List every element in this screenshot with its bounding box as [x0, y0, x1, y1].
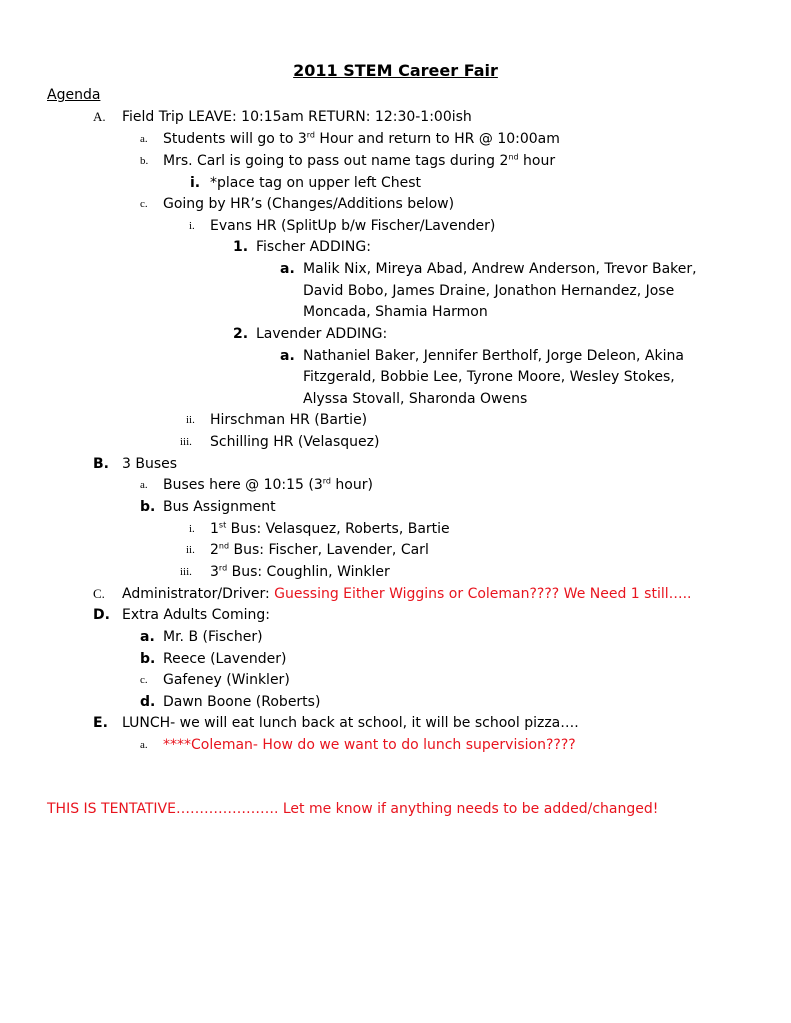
fischer-list-line: David Bobo, James Draine, Jonathon Hernandez, Jose — [303, 283, 675, 299]
item-e-text: LUNCH- we will eat lunch back at school, it will be school pizza…. — [122, 715, 579, 731]
item-e-marker: E. — [93, 715, 108, 731]
bus-1-marker: i. — [189, 523, 195, 535]
item-c-red-note: Guessing Either Wiggins or Coleman???? We Need 1 still….. — [274, 586, 692, 602]
item-a-marker: A. — [93, 109, 106, 124]
adult-marker: c. — [140, 674, 148, 686]
fischer-list-marker: a. — [280, 261, 295, 277]
item-c-marker: C. — [93, 586, 105, 601]
item-a-b-marker: b. — [140, 155, 149, 167]
item-a-c-text: Going by HR’s (Changes/Additions below) — [163, 196, 455, 212]
lunch-supervision-question: ****Coleman- How do we want to do lunch supervision???? — [163, 737, 576, 753]
item-d-text: Extra Adults Coming: — [122, 607, 270, 623]
item-a-a-marker: a. — [140, 133, 148, 145]
lavender-list-line: Fitzgerald, Bobbie Lee, Tyrone Moore, Wesley Stokes, — [303, 369, 675, 385]
adult-marker: d. — [140, 694, 156, 710]
adult-item: Mr. B (Fischer) — [163, 629, 263, 645]
item-a-text: Field Trip LEAVE: 10:15am RETURN: 12:30-1:00ish — [122, 109, 472, 125]
lavender-list-marker: a. — [280, 348, 295, 364]
lavender-marker: 2. — [233, 326, 249, 342]
item-a-c-iii-marker: iii. — [180, 436, 192, 448]
fischer-list-line: Moncada, Shamia Harmon — [303, 304, 488, 320]
document-title: 2011 STEM Career Fair — [293, 61, 498, 80]
item-a-a-text: Students will go to 3rd Hour and return to HR @ 10:00am — [163, 130, 560, 147]
agenda-heading: Agenda — [47, 87, 101, 103]
item-a-c-ii-marker: ii. — [186, 414, 195, 426]
tentative-note: THIS IS TENTATIVE…………………. Let me know if anything needs to be added/changed! — [47, 801, 659, 817]
item-b-a-marker: a. — [140, 479, 148, 491]
item-e-a-marker: a. — [140, 739, 148, 751]
bus-2-text: 2nd Bus: Fischer, Lavender, Carl — [210, 541, 429, 558]
lavender-adding: Lavender ADDING: — [256, 326, 388, 342]
adult-item: Gafeney (Winkler) — [163, 672, 290, 688]
bus-3-text: 3rd Bus: Coughlin, Winkler — [210, 563, 390, 580]
bus-2-marker: ii. — [186, 544, 195, 556]
fischer-list-line: Malik Nix, Mireya Abad, Andrew Anderson, Trevor Baker, — [303, 261, 697, 277]
item-b-a-text: Buses here @ 10:15 (3rd hour) — [163, 476, 373, 493]
item-b-marker: B. — [93, 456, 109, 472]
item-a-c-marker: c. — [140, 198, 148, 210]
item-b-b-text: Bus Assignment — [163, 499, 276, 515]
item-b-b-marker: b. — [140, 499, 156, 515]
item-a-c-i-marker: i. — [189, 220, 195, 232]
bus-3-marker: iii. — [180, 566, 192, 578]
item-a-b-text: Mrs. Carl is going to pass out name tags during 2nd hour — [163, 152, 556, 169]
adult-item: Reece (Lavender) — [163, 651, 287, 667]
bus-1-text: 1st Bus: Velasquez, Roberts, Bartie — [210, 520, 450, 537]
item-b-text: 3 Buses — [122, 456, 178, 472]
item-d-marker: D. — [93, 607, 110, 623]
lavender-list-line: Alyssa Stovall, Sharonda Owens — [303, 391, 528, 407]
item-a-b-i-text: *place tag on upper left Chest — [210, 175, 422, 191]
fischer-marker: 1. — [233, 239, 249, 255]
item-a-b-i-marker: i. — [190, 175, 201, 191]
adult-marker: b. — [140, 651, 156, 667]
adult-marker: a. — [140, 629, 155, 645]
fischer-adding: Fischer ADDING: — [256, 239, 371, 255]
lavender-list-line: Nathaniel Baker, Jennifer Bertholf, Jorge Deleon, Akina — [303, 348, 684, 364]
item-a-c-iii-text: Schilling HR (Velasquez) — [210, 434, 380, 450]
item-a-c-ii-text: Hirschman HR (Bartie) — [210, 412, 368, 428]
adult-item: Dawn Boone (Roberts) — [163, 694, 321, 710]
item-c-text: Administrator/Driver: Guessing Either Wiggins or Coleman???? We Need 1 still….. — [122, 586, 692, 602]
item-a-c-i-text: Evans HR (SplitUp b/w Fischer/Lavender) — [210, 218, 496, 234]
